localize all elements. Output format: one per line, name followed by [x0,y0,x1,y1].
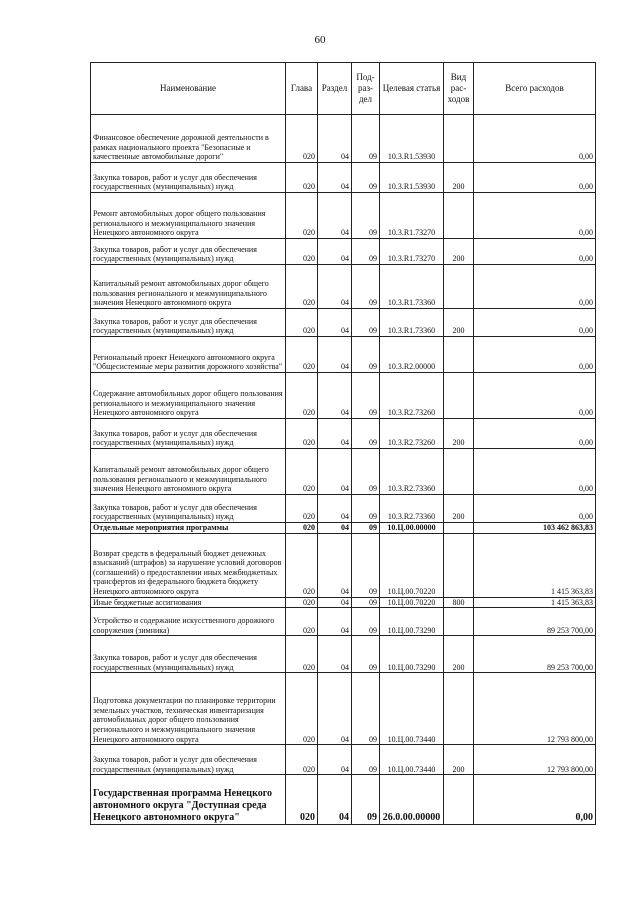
row-vid [444,673,474,745]
row-name: Закупка товаров, работ и услуг для обеспечения государственных (муниципальных) нужд [91,163,286,193]
row-total: 0,00 [474,495,596,523]
table-row [91,309,596,337]
row-glava: 020 [286,193,318,239]
row-razdel: 04 [318,775,352,825]
row-podrazdel: 09 [352,608,380,636]
row-vid [444,337,474,373]
row-name: Содержание автомобильных дорог общего пользования регионального и межмуниципального значения Ненецкого автономного округа [91,373,286,419]
row-total: 0,00 [474,239,596,265]
row-glava: 020 [286,775,318,825]
row-glava: 020 [286,597,318,608]
header-glava: Глава [286,63,318,115]
table-row [91,523,596,534]
row-celevaya: 10.Ц.00.73290 [380,608,444,636]
row-total: 0,00 [474,115,596,163]
row-celevaya: 10.3.R2.73360 [380,449,444,495]
table-row [91,163,596,193]
header-razdel: Раздел [318,63,352,115]
header-celevaya: Целевая статья [380,63,444,115]
row-name: Финансовое обеспечение дорожной деятельности в рамках национального проекта "Безопасные и качественные автомобильные дороги" [91,115,286,163]
row-total: 0,00 [474,775,596,825]
row-total: 0,00 [474,163,596,193]
table-row [91,495,596,523]
row-vid: 200 [444,745,474,775]
row-razdel: 04 [318,608,352,636]
row-podrazdel: 09 [352,115,380,163]
row-name: Закупка товаров, работ и услуг для обеспечения государственных (муниципальных) нужд [91,636,286,673]
header-name: Наименование [91,63,286,115]
table-row [91,115,596,163]
row-podrazdel: 09 [352,163,380,193]
row-podrazdel: 09 [352,597,380,608]
row-glava: 020 [286,745,318,775]
row-vid [444,608,474,636]
row-razdel: 04 [318,193,352,239]
row-razdel: 04 [318,523,352,534]
row-glava: 020 [286,265,318,309]
row-celevaya: 10.3.R1.53930 [380,163,444,193]
row-razdel: 04 [318,163,352,193]
table-row [91,608,596,636]
row-total: 1 415 363,83 [474,533,596,597]
row-glava: 020 [286,373,318,419]
row-vid [444,115,474,163]
table-row [91,449,596,495]
table-row [91,673,596,745]
row-razdel: 04 [318,309,352,337]
row-celevaya: 10.3.R1.73360 [380,309,444,337]
row-razdel: 04 [318,449,352,495]
row-razdel: 04 [318,636,352,673]
row-podrazdel: 09 [352,337,380,373]
row-razdel: 04 [318,745,352,775]
row-total: 0,00 [474,419,596,449]
row-vid: 200 [444,636,474,673]
row-glava: 020 [286,419,318,449]
row-name: Региональный проект Ненецкого автономного округа "Общесистемные меры развития дорожного хозяйства" [91,337,286,373]
row-name: Закупка товаров, работ и услуг для обеспечения государственных (муниципальных) нужд [91,495,286,523]
row-vid: 200 [444,495,474,523]
row-podrazdel: 09 [352,309,380,337]
row-total: 0,00 [474,373,596,419]
row-celevaya: 10.3.R2.73360 [380,495,444,523]
row-total: 0,00 [474,193,596,239]
row-glava: 020 [286,636,318,673]
row-vid [444,775,474,825]
row-vid: 800 [444,597,474,608]
row-celevaya: 10.Ц.00.70220 [380,597,444,608]
row-total: 12 793 800,00 [474,745,596,775]
row-glava: 020 [286,495,318,523]
table-row [91,373,596,419]
table-row [91,337,596,373]
row-vid [444,373,474,419]
row-total: 1 415 363,83 [474,597,596,608]
row-name: Подготовка документации по планировке территории земельных участков, техническая инвентаризация автомобильных дорог общего пользования регионального и межмуниципального значения Ненецкого автономного округа [91,673,286,745]
row-podrazdel: 09 [352,239,380,265]
row-glava: 020 [286,309,318,337]
header-podrazdel: Под-раз-дел [352,63,380,115]
row-name: Ремонт автомобильных дорог общего пользования регионального и межмуниципального значения Ненецкого автономного округа [91,193,286,239]
row-podrazdel: 09 [352,419,380,449]
row-total: 0,00 [474,449,596,495]
row-vid [444,533,474,597]
row-podrazdel: 09 [352,495,380,523]
row-podrazdel: 09 [352,775,380,825]
row-podrazdel: 09 [352,673,380,745]
row-celevaya: 10.Ц.00.73290 [380,636,444,673]
row-glava: 020 [286,449,318,495]
row-name: Закупка товаров, работ и услуг для обеспечения государственных (муниципальных) нужд [91,745,286,775]
row-celevaya: 10.3.R1.73360 [380,265,444,309]
table-header [91,63,596,115]
table-body [91,115,596,825]
row-name: Закупка товаров, работ и услуг для обеспечения государственных (муниципальных) нужд [91,239,286,265]
table-row [91,193,596,239]
row-celevaya: 10.Ц.00.73440 [380,745,444,775]
row-vid [444,265,474,309]
row-razdel: 04 [318,597,352,608]
header-vid: Вид рас-ходов [444,63,474,115]
row-name: Отдельные мероприятия программы [91,523,286,534]
row-name: Иные бюджетные ассигнования [91,597,286,608]
row-celevaya: 10.3.R1.73270 [380,193,444,239]
row-glava: 020 [286,163,318,193]
table-row [91,239,596,265]
row-razdel: 04 [318,673,352,745]
row-glava: 020 [286,673,318,745]
row-total: 103 462 863,83 [474,523,596,534]
row-razdel: 04 [318,265,352,309]
row-vid [444,193,474,239]
row-total: 0,00 [474,337,596,373]
row-name: Возврат средств в федеральный бюджет денежных взысканий (штрафов) за нарушение условий договоров (соглашений) о предоставлении иных межбюджетных трансфертов из федерального бюджета бюджету Ненецкого автономного округа [91,533,286,597]
row-name: Государственная программа Ненецкого автономного округа "Доступная среда Ненецкого автономного округа" [91,775,286,825]
row-podrazdel: 09 [352,523,380,534]
row-podrazdel: 09 [352,636,380,673]
row-vid: 200 [444,239,474,265]
page-number: 60 [314,34,326,46]
table-row [91,533,596,597]
row-glava: 020 [286,337,318,373]
row-total: 0,00 [474,309,596,337]
row-celevaya: 10.Ц.00.00000 [380,523,444,534]
table-row [91,597,596,608]
row-razdel: 04 [318,373,352,419]
row-vid: 200 [444,419,474,449]
row-celevaya: 10.Ц.00.70220 [380,533,444,597]
table-row [91,775,596,825]
row-vid [444,523,474,534]
row-celevaya: 10.3.R1.73270 [380,239,444,265]
row-razdel: 04 [318,495,352,523]
header-total: Всего расходов [474,63,596,115]
row-celevaya: 10.3.R2.73260 [380,373,444,419]
row-razdel: 04 [318,337,352,373]
row-name: Устройство и содержание искусственного дорожного сооружения (зимника) [91,608,286,636]
row-celevaya: 10.3.R2.73260 [380,419,444,449]
budget-table [90,62,596,825]
row-total: 12 793 800,00 [474,673,596,745]
row-glava: 020 [286,608,318,636]
row-celevaya: 10.Ц.00.73440 [380,673,444,745]
row-name: Капитальный ремонт автомобильных дорог общего пользования регионального и межмуниципального значения Ненецкого автономного округа [91,449,286,495]
row-vid [444,449,474,495]
row-total: 89 253 700,00 [474,636,596,673]
row-razdel: 04 [318,419,352,449]
row-celevaya: 10.3.R1.53930 [380,115,444,163]
table-row [91,745,596,775]
row-glava: 020 [286,533,318,597]
row-podrazdel: 09 [352,373,380,419]
row-vid: 200 [444,309,474,337]
table-row [91,419,596,449]
row-podrazdel: 09 [352,533,380,597]
row-name: Закупка товаров, работ и услуг для обеспечения государственных (муниципальных) нужд [91,309,286,337]
row-glava: 020 [286,239,318,265]
row-name: Закупка товаров, работ и услуг для обеспечения государственных (муниципальных) нужд [91,419,286,449]
row-celevaya: 26.0.00.00000 [380,775,444,825]
row-podrazdel: 09 [352,449,380,495]
row-razdel: 04 [318,533,352,597]
row-glava: 020 [286,523,318,534]
row-celevaya: 10.3.R2.00000 [380,337,444,373]
row-glava: 020 [286,115,318,163]
row-podrazdel: 09 [352,265,380,309]
row-name: Капитальный ремонт автомобильных дорог общего пользования регионального и межмуниципального значения Ненецкого автономного округа [91,265,286,309]
table-row [91,265,596,309]
table-row [91,636,596,673]
row-podrazdel: 09 [352,745,380,775]
row-podrazdel: 09 [352,193,380,239]
row-razdel: 04 [318,239,352,265]
row-vid: 200 [444,163,474,193]
row-razdel: 04 [318,115,352,163]
row-total: 89 253 700,00 [474,608,596,636]
row-total: 0,00 [474,265,596,309]
